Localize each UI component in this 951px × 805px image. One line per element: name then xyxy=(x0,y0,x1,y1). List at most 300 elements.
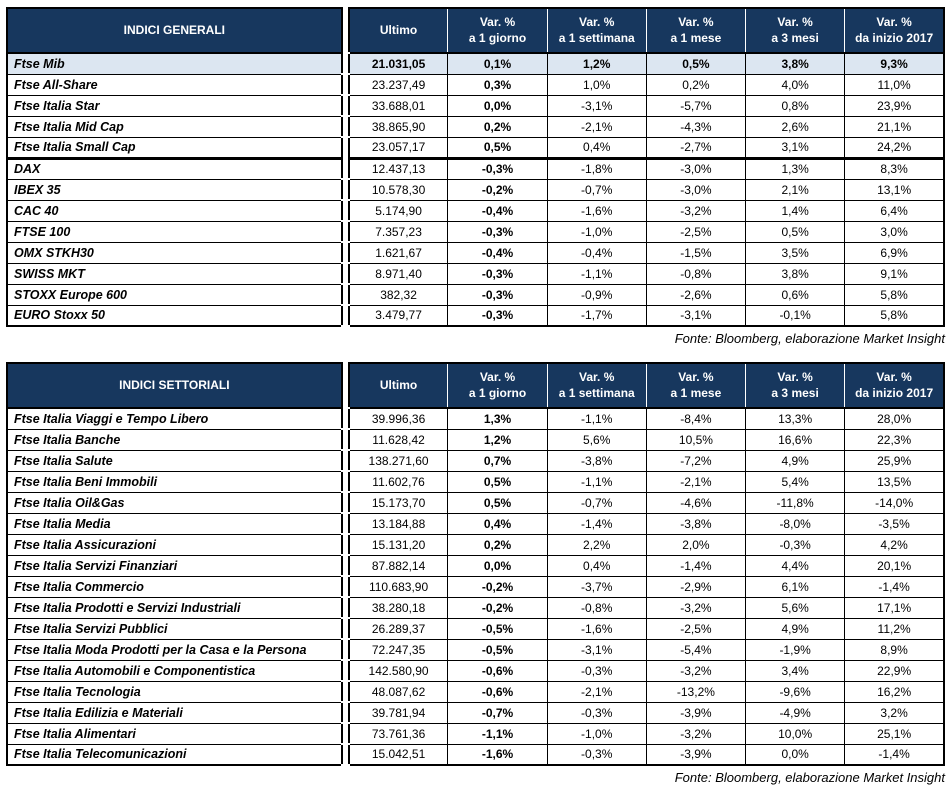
percent-change: -0,3% xyxy=(448,305,547,326)
last-price: 26.289,37 xyxy=(349,618,448,639)
last-price: 48.087,62 xyxy=(349,681,448,702)
section-indici-settoriali xyxy=(6,362,945,785)
percent-change: -4,6% xyxy=(646,492,745,513)
index-name: Ftse Italia Salute xyxy=(7,450,342,471)
column-gap xyxy=(342,744,349,765)
table-row xyxy=(7,137,944,158)
percent-change: 5,8% xyxy=(845,284,944,305)
index-name: SWISS MKT xyxy=(7,263,342,284)
last-price: 38.280,18 xyxy=(349,597,448,618)
percent-change: 5,6% xyxy=(746,597,845,618)
percent-change: -1,4% xyxy=(646,555,745,576)
percent-change: 0,8% xyxy=(746,95,845,116)
percent-change: 4,9% xyxy=(746,618,845,639)
column-header-line1: Var. % xyxy=(777,369,813,384)
column-header-line2: a 1 mese xyxy=(670,30,722,45)
last-price: 73.761,36 xyxy=(349,723,448,744)
last-price: 23.237,49 xyxy=(349,74,448,95)
index-name: Ftse Italia Viaggi e Tempo Libero xyxy=(7,408,342,429)
percent-change: 2,1% xyxy=(746,179,845,200)
table-row xyxy=(7,639,944,660)
index-name: Ftse Italia Star xyxy=(7,95,342,116)
percent-change: -2,6% xyxy=(646,284,745,305)
percent-change: -0,4% xyxy=(448,200,547,221)
percent-change: -3,2% xyxy=(646,723,745,744)
column-header-line2: a 1 giorno xyxy=(468,385,527,400)
percent-change: 3,8% xyxy=(746,263,845,284)
column-header-line1: Var. % xyxy=(876,14,912,29)
index-name: Ftse Italia Mid Cap xyxy=(7,116,342,137)
percent-change: -1,1% xyxy=(547,263,646,284)
column-header-line1: Var. % xyxy=(777,14,813,29)
last-price: 110.683,90 xyxy=(349,576,448,597)
column-header-0 xyxy=(349,363,448,408)
last-price: 8.971,40 xyxy=(349,263,448,284)
table-title: INDICI GENERALI xyxy=(7,8,342,53)
table-row xyxy=(7,471,944,492)
column-gap xyxy=(342,576,349,597)
percent-change: 6,4% xyxy=(845,200,944,221)
column-gap xyxy=(342,363,349,408)
table-row xyxy=(7,555,944,576)
percent-change: -1,8% xyxy=(547,158,646,179)
percent-change: -3,2% xyxy=(646,200,745,221)
column-gap xyxy=(342,158,349,179)
index-name: EURO Stoxx 50 xyxy=(7,305,342,326)
percent-change: -1,5% xyxy=(646,242,745,263)
last-price: 11.628,42 xyxy=(349,429,448,450)
percent-change: 0,5% xyxy=(448,471,547,492)
last-price: 15.173,70 xyxy=(349,492,448,513)
percent-change: 20,1% xyxy=(845,555,944,576)
percent-change: -0,2% xyxy=(448,576,547,597)
percent-change: -1,7% xyxy=(547,305,646,326)
percent-change: -2,7% xyxy=(646,137,745,158)
index-name: Ftse Italia Telecomunicazioni xyxy=(7,744,342,765)
column-header-1 xyxy=(448,8,547,53)
percent-change: 17,1% xyxy=(845,597,944,618)
percent-change: 3,0% xyxy=(845,221,944,242)
column-gap xyxy=(342,534,349,555)
percent-change: -4,3% xyxy=(646,116,745,137)
index-name: Ftse Italia Tecnologia xyxy=(7,681,342,702)
percent-change: 0,4% xyxy=(547,555,646,576)
column-gap xyxy=(342,702,349,723)
percent-change: 4,4% xyxy=(746,555,845,576)
percent-change: -0,2% xyxy=(448,179,547,200)
percent-change: 13,5% xyxy=(845,471,944,492)
table-row xyxy=(7,200,944,221)
percent-change: 1,0% xyxy=(547,74,646,95)
percent-change: 22,3% xyxy=(845,429,944,450)
column-header-line1: Var. % xyxy=(579,14,615,29)
index-name: Ftse Italia Banche xyxy=(7,429,342,450)
last-price: 87.882,14 xyxy=(349,555,448,576)
percent-change: 11,0% xyxy=(845,74,944,95)
percent-change: 13,1% xyxy=(845,179,944,200)
column-gap xyxy=(342,8,349,53)
table-row xyxy=(7,492,944,513)
percent-change: -3,9% xyxy=(646,702,745,723)
percent-change: -0,5% xyxy=(448,639,547,660)
percent-change: -3,9% xyxy=(646,744,745,765)
percent-change: -2,1% xyxy=(547,116,646,137)
percent-change: 11,2% xyxy=(845,618,944,639)
percent-change: -1,4% xyxy=(845,576,944,597)
percent-change: 2,2% xyxy=(547,534,646,555)
table-title: INDICI SETTORIALI xyxy=(7,363,342,408)
percent-change: 16,6% xyxy=(746,429,845,450)
percent-change: 0,6% xyxy=(746,284,845,305)
source-note: Fonte: Bloomberg, elaborazione Market Insight xyxy=(674,770,945,785)
percent-change: -1,1% xyxy=(547,408,646,429)
column-gap xyxy=(342,429,349,450)
column-header-2 xyxy=(547,363,646,408)
last-price: 13.184,88 xyxy=(349,513,448,534)
percent-change: 0,7% xyxy=(448,450,547,471)
column-header-3 xyxy=(646,8,745,53)
percent-change: -3,1% xyxy=(547,95,646,116)
table-row xyxy=(7,74,944,95)
table-row xyxy=(7,53,944,74)
percent-change: 3,8% xyxy=(746,53,845,74)
percent-change: 13,3% xyxy=(746,408,845,429)
percent-change: -1,4% xyxy=(845,744,944,765)
percent-change: 5,8% xyxy=(845,305,944,326)
table-row xyxy=(7,221,944,242)
percent-change: 0,5% xyxy=(448,137,547,158)
percent-change: -0,3% xyxy=(448,263,547,284)
percent-change: 1,4% xyxy=(746,200,845,221)
percent-change: 1,3% xyxy=(448,408,547,429)
column-gap xyxy=(342,74,349,95)
index-name: Ftse Italia Automobili e Componentistica xyxy=(7,660,342,681)
percent-change: 0,4% xyxy=(547,137,646,158)
percent-change: -0,7% xyxy=(547,492,646,513)
percent-change: -2,5% xyxy=(646,221,745,242)
column-header-4 xyxy=(746,8,845,53)
column-gap xyxy=(342,450,349,471)
percent-change: -1,6% xyxy=(547,618,646,639)
index-name: Ftse Italia Prodotti e Servizi Industriali xyxy=(7,597,342,618)
percent-change: 1,2% xyxy=(448,429,547,450)
percent-change: -0,1% xyxy=(746,305,845,326)
percent-change: -0,4% xyxy=(547,242,646,263)
last-price: 12.437,13 xyxy=(349,158,448,179)
percent-change: 0,5% xyxy=(746,221,845,242)
header-row xyxy=(7,8,944,53)
column-header-0 xyxy=(349,8,448,53)
column-gap xyxy=(342,116,349,137)
report-page xyxy=(6,7,945,785)
table-row xyxy=(7,744,944,765)
percent-change: -0,2% xyxy=(448,597,547,618)
index-name: Ftse All-Share xyxy=(7,74,342,95)
table-row xyxy=(7,116,944,137)
column-gap xyxy=(342,221,349,242)
percent-change: -0,6% xyxy=(448,681,547,702)
index-name: Ftse Italia Moda Prodotti per la Casa e la Persona xyxy=(7,639,342,660)
percent-change: -2,1% xyxy=(646,471,745,492)
percent-change: -9,6% xyxy=(746,681,845,702)
percent-change: -0,3% xyxy=(448,158,547,179)
index-name: Ftse Italia Servizi Finanziari xyxy=(7,555,342,576)
percent-change: 16,2% xyxy=(845,681,944,702)
percent-change: 1,2% xyxy=(547,53,646,74)
percent-change: 21,1% xyxy=(845,116,944,137)
percent-change: 0,3% xyxy=(448,74,547,95)
percent-change: -1,1% xyxy=(547,471,646,492)
percent-change: -0,3% xyxy=(746,534,845,555)
last-price: 11.602,76 xyxy=(349,471,448,492)
column-gap xyxy=(342,471,349,492)
percent-change: 4,0% xyxy=(746,74,845,95)
table-row xyxy=(7,681,944,702)
percent-change: -3,1% xyxy=(646,305,745,326)
index-name: FTSE 100 xyxy=(7,221,342,242)
column-gap xyxy=(342,492,349,513)
percent-change: -3,1% xyxy=(547,639,646,660)
last-price: 15.131,20 xyxy=(349,534,448,555)
last-price: 5.174,90 xyxy=(349,200,448,221)
index-name: DAX xyxy=(7,158,342,179)
column-header-line2: a 1 settimana xyxy=(558,385,635,400)
table-row xyxy=(7,597,944,618)
last-price: 138.271,60 xyxy=(349,450,448,471)
percent-change: -1,0% xyxy=(547,221,646,242)
last-price: 21.031,05 xyxy=(349,53,448,74)
percent-change: 9,1% xyxy=(845,263,944,284)
percent-change: 0,0% xyxy=(448,95,547,116)
percent-change: 2,0% xyxy=(646,534,745,555)
percent-change: 3,2% xyxy=(845,702,944,723)
percent-change: -1,6% xyxy=(547,200,646,221)
percent-change: -5,7% xyxy=(646,95,745,116)
column-header-line2: da inizio 2017 xyxy=(855,385,934,400)
percent-change: -5,4% xyxy=(646,639,745,660)
percent-change: -4,9% xyxy=(746,702,845,723)
column-gap xyxy=(342,305,349,326)
percent-change: 4,2% xyxy=(845,534,944,555)
percent-change: -0,4% xyxy=(448,242,547,263)
last-price: 10.578,30 xyxy=(349,179,448,200)
table-row xyxy=(7,95,944,116)
percent-change: 0,5% xyxy=(646,53,745,74)
percent-change: 0,2% xyxy=(448,116,547,137)
index-name: Ftse Italia Media xyxy=(7,513,342,534)
section-indici-generali xyxy=(6,7,945,346)
percent-change: -0,3% xyxy=(448,284,547,305)
column-header-line2: a 1 settimana xyxy=(558,30,635,45)
percent-change: -0,3% xyxy=(547,744,646,765)
index-name: STOXX Europe 600 xyxy=(7,284,342,305)
last-price: 15.042,51 xyxy=(349,744,448,765)
column-gap xyxy=(342,618,349,639)
column-gap xyxy=(342,242,349,263)
percent-change: -3,7% xyxy=(547,576,646,597)
column-header-line1: Var. % xyxy=(678,369,714,384)
percent-change: 8,3% xyxy=(845,158,944,179)
percent-change: -13,2% xyxy=(646,681,745,702)
index-name: Ftse Italia Oil&Gas xyxy=(7,492,342,513)
percent-change: -1,9% xyxy=(746,639,845,660)
column-gap xyxy=(342,597,349,618)
percent-change: -0,8% xyxy=(547,597,646,618)
percent-change: 0,0% xyxy=(448,555,547,576)
percent-change: 28,0% xyxy=(845,408,944,429)
table-row xyxy=(7,660,944,681)
table-row xyxy=(7,305,944,326)
column-gap xyxy=(342,639,349,660)
percent-change: 0,0% xyxy=(746,744,845,765)
percent-change: -14,0% xyxy=(845,492,944,513)
percent-change: -3,8% xyxy=(646,513,745,534)
percent-change: 25,9% xyxy=(845,450,944,471)
percent-change: 0,2% xyxy=(448,534,547,555)
column-header-line1: Var. % xyxy=(876,369,912,384)
percent-change: 0,4% xyxy=(448,513,547,534)
percent-change: -2,9% xyxy=(646,576,745,597)
table-row xyxy=(7,242,944,263)
percent-change: 1,3% xyxy=(746,158,845,179)
column-header-3 xyxy=(646,363,745,408)
last-price: 72.247,35 xyxy=(349,639,448,660)
percent-change: 25,1% xyxy=(845,723,944,744)
indici-generali-table xyxy=(6,7,945,327)
column-gap xyxy=(342,408,349,429)
column-header-line2: a 3 mesi xyxy=(771,30,819,45)
last-price: 38.865,90 xyxy=(349,116,448,137)
table-row xyxy=(7,534,944,555)
percent-change: -0,8% xyxy=(646,263,745,284)
column-gap xyxy=(342,660,349,681)
column-gap xyxy=(342,95,349,116)
column-header-line1: Var. % xyxy=(479,369,516,384)
last-price: 39.781,94 xyxy=(349,702,448,723)
percent-change: 6,9% xyxy=(845,242,944,263)
last-price: 23.057,17 xyxy=(349,137,448,158)
column-header-2 xyxy=(547,8,646,53)
table-row xyxy=(7,158,944,179)
percent-change: -2,1% xyxy=(547,681,646,702)
index-name: OMX STKH30 xyxy=(7,242,342,263)
column-header-line2: da inizio 2017 xyxy=(855,30,934,45)
last-price: 33.688,01 xyxy=(349,95,448,116)
percent-change: 5,4% xyxy=(746,471,845,492)
table-row xyxy=(7,618,944,639)
index-name: Ftse Italia Small Cap xyxy=(7,137,342,158)
table-row xyxy=(7,263,944,284)
percent-change: -3,0% xyxy=(646,179,745,200)
percent-change: 24,2% xyxy=(845,137,944,158)
percent-change: 10,5% xyxy=(646,429,745,450)
percent-change: 0,5% xyxy=(448,492,547,513)
percent-change: 22,9% xyxy=(845,660,944,681)
index-name: IBEX 35 xyxy=(7,179,342,200)
percent-change: -0,3% xyxy=(547,702,646,723)
percent-change: -3,0% xyxy=(646,158,745,179)
percent-change: 23,9% xyxy=(845,95,944,116)
column-gap xyxy=(342,513,349,534)
percent-change: -0,7% xyxy=(448,702,547,723)
index-name: Ftse Italia Alimentari xyxy=(7,723,342,744)
index-name: Ftse Italia Commercio xyxy=(7,576,342,597)
index-name: Ftse Italia Edilizia e Materiali xyxy=(7,702,342,723)
percent-change: -1,1% xyxy=(448,723,547,744)
column-header-line2: a 1 giorno xyxy=(468,30,527,45)
table-row xyxy=(7,576,944,597)
header-row xyxy=(7,363,944,408)
table-row xyxy=(7,702,944,723)
index-name: Ftse Italia Beni Immobili xyxy=(7,471,342,492)
percent-change: -8,4% xyxy=(646,408,745,429)
column-header-line1: Var. % xyxy=(579,369,615,384)
table-row xyxy=(7,513,944,534)
column-header-1 xyxy=(448,363,547,408)
percent-change: -3,8% xyxy=(547,450,646,471)
column-header-line2: a 1 mese xyxy=(670,385,722,400)
percent-change: 6,1% xyxy=(746,576,845,597)
percent-change: 10,0% xyxy=(746,723,845,744)
percent-change: 0,2% xyxy=(646,74,745,95)
last-price: 1.621,67 xyxy=(349,242,448,263)
column-header-line1: Ultimo xyxy=(379,377,418,392)
column-header-line1: Ultimo xyxy=(379,22,418,37)
table-row xyxy=(7,429,944,450)
column-gap xyxy=(342,681,349,702)
table-row xyxy=(7,179,944,200)
index-name: Ftse Italia Servizi Pubblici xyxy=(7,618,342,639)
index-name: CAC 40 xyxy=(7,200,342,221)
column-header-5 xyxy=(845,363,944,408)
column-gap xyxy=(342,53,349,74)
column-header-line2: a 3 mesi xyxy=(771,385,819,400)
percent-change: 9,3% xyxy=(845,53,944,74)
column-header-5 xyxy=(845,8,944,53)
percent-change: -1,6% xyxy=(448,744,547,765)
index-name: Ftse Italia Assicurazioni xyxy=(7,534,342,555)
source-note: Fonte: Bloomberg, elaborazione Market Insight xyxy=(674,331,945,346)
percent-change: -1,4% xyxy=(547,513,646,534)
percent-change: -3,2% xyxy=(646,660,745,681)
column-header-4 xyxy=(746,363,845,408)
percent-change: -11,8% xyxy=(746,492,845,513)
column-gap xyxy=(342,284,349,305)
column-gap xyxy=(342,137,349,158)
last-price: 382,32 xyxy=(349,284,448,305)
percent-change: 4,9% xyxy=(746,450,845,471)
percent-change: -0,9% xyxy=(547,284,646,305)
percent-change: -0,3% xyxy=(448,221,547,242)
table-row xyxy=(7,284,944,305)
last-price: 39.996,36 xyxy=(349,408,448,429)
column-gap xyxy=(342,723,349,744)
column-header-line1: Var. % xyxy=(479,14,516,29)
percent-change: -0,5% xyxy=(448,618,547,639)
percent-change: -3,5% xyxy=(845,513,944,534)
column-gap xyxy=(342,555,349,576)
percent-change: 3,5% xyxy=(746,242,845,263)
percent-change: -7,2% xyxy=(646,450,745,471)
percent-change: -1,0% xyxy=(547,723,646,744)
table-row xyxy=(7,723,944,744)
percent-change: 3,4% xyxy=(746,660,845,681)
percent-change: 5,6% xyxy=(547,429,646,450)
percent-change: 2,6% xyxy=(746,116,845,137)
percent-change: -0,6% xyxy=(448,660,547,681)
percent-change: 8,9% xyxy=(845,639,944,660)
percent-change: -0,7% xyxy=(547,179,646,200)
